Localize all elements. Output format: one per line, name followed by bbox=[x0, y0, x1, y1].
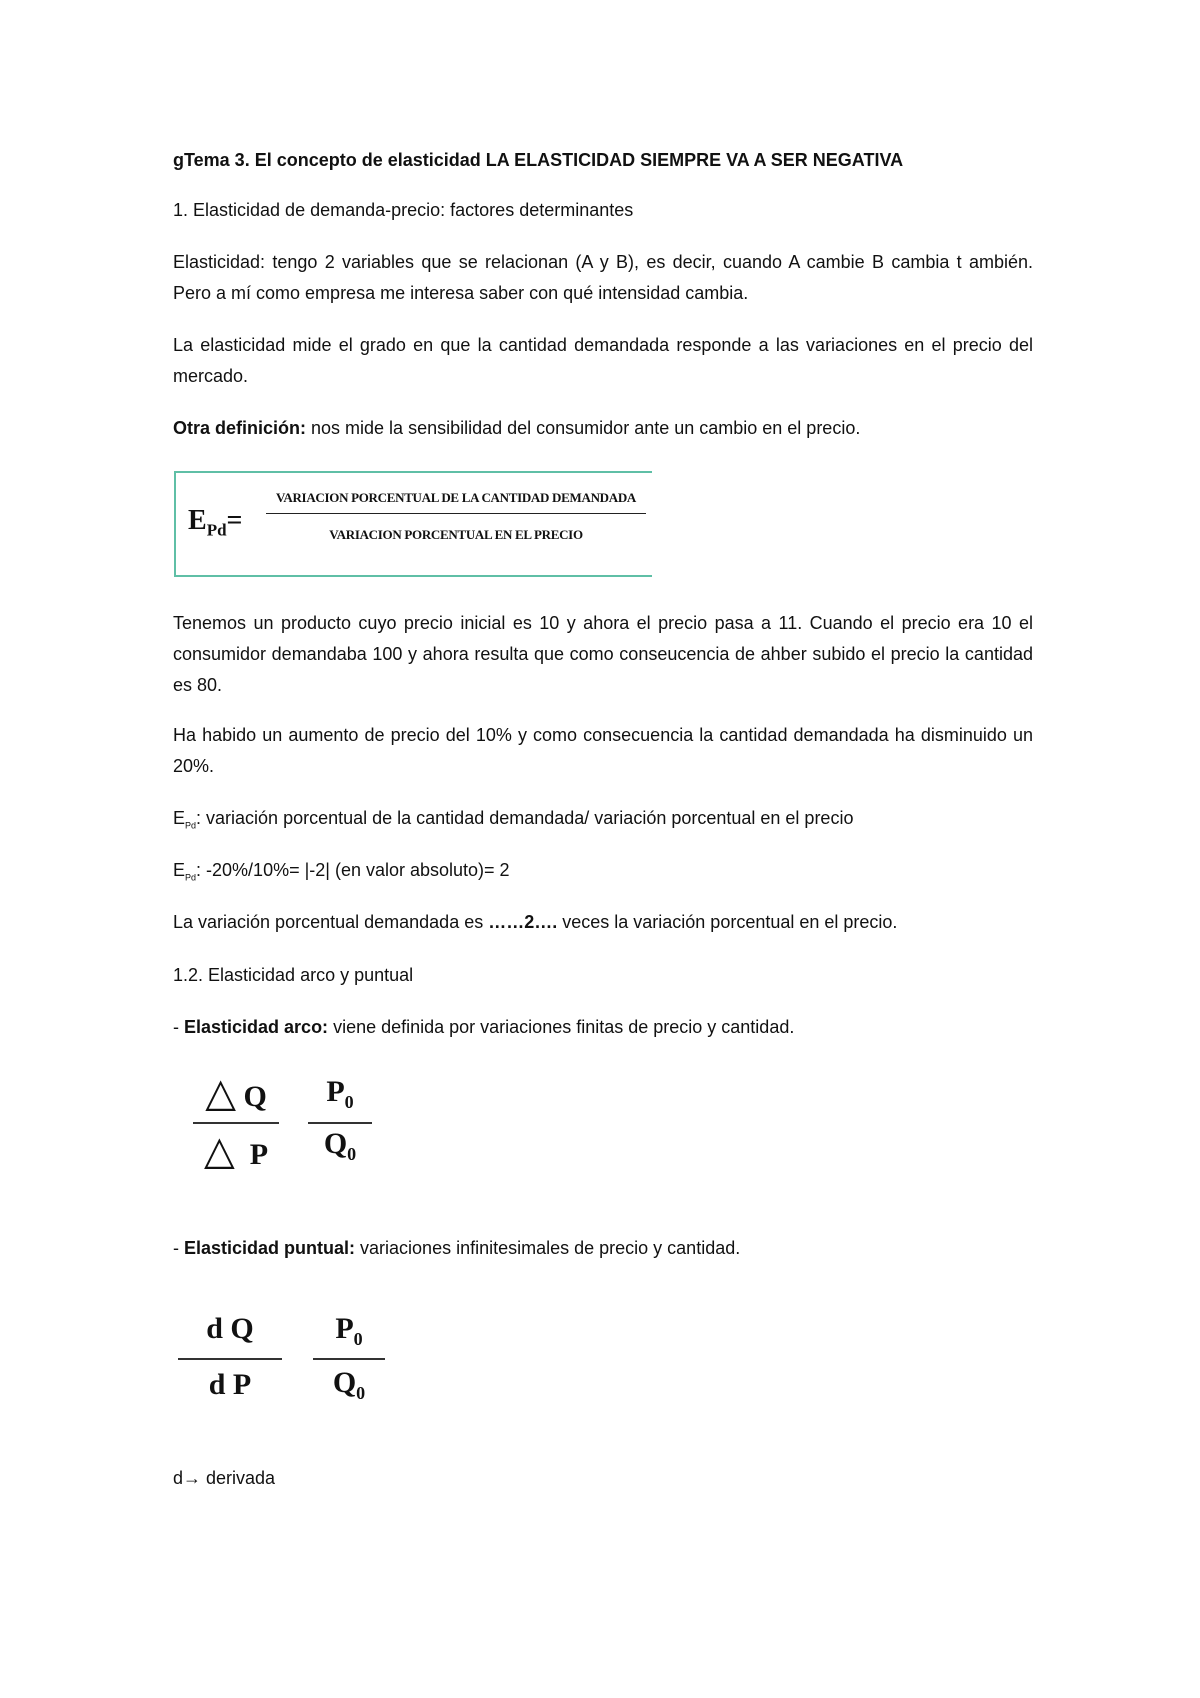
puntual-q0: $Q_0$ bbox=[332, 1366, 366, 1403]
document-title bbox=[173, 145, 1033, 176]
formula-lhs: $E_{Pd}=$ bbox=[188, 505, 243, 540]
arrow-right-icon: → bbox=[183, 1468, 202, 1488]
paragraph-mide: La elasticidad mide el grado en que la cantidad demandada responde a las variaciones en el precio del mercado. bbox=[173, 335, 1033, 386]
paragraph-ejemplo: Tenemos un producto cuyo precio inicial es 10 y ahora el precio pasa a 11. Cuando el precio era 10 el consumidor demandaba 100 y ahora resulta que como conseucencia de ahber subido el precio la cantidad es 80. bbox=[173, 613, 1033, 695]
arco-text: viene definida por variaciones finitas de precio y cantidad. bbox=[328, 1017, 795, 1037]
epd-calc-symbol: E bbox=[173, 860, 186, 880]
formula-fraction-bar bbox=[266, 513, 646, 514]
paragraph-otra-definicion bbox=[173, 413, 1033, 444]
derivada-text: derivada bbox=[201, 1468, 276, 1488]
arco-denominator: △ P bbox=[203, 1128, 269, 1174]
puntual-text: variaciones infinitesimales de precio y cantidad. bbox=[355, 1238, 741, 1258]
arco-label: Elasticidad arco: bbox=[184, 1017, 329, 1037]
section-heading-1-2: 1.2. Elasticidad arco y puntual bbox=[173, 965, 414, 985]
epd-definition-text: : variación porcentual de la cantidad demandada/ variación porcentual en el precio bbox=[196, 808, 854, 828]
paragraph-elasticidad: Elasticidad: tengo 2 variables que se relacionan (A y B), es decir, cuando A cambie B cambia t ambién. Pero a mí como empresa me interesa saber con qué intensidad cambia. bbox=[173, 252, 1033, 303]
epd-calc-subscript: Pd bbox=[185, 872, 197, 883]
arco-fraction-p0-q0 bbox=[308, 1075, 372, 1175]
puntual-p0-q0-bar bbox=[313, 1358, 385, 1360]
epd-calc-text: : -20%/10%= |-2| (en valor absoluto)= 2 bbox=[196, 860, 510, 880]
paragraph-epd-calculation bbox=[173, 855, 1033, 894]
arco-numerator: △ Q bbox=[205, 1070, 267, 1116]
epd-symbol: E bbox=[173, 808, 186, 828]
formula-denominator: VARIACION PORCENTUAL EN EL PRECIO bbox=[329, 527, 583, 542]
arco-dash: - bbox=[173, 1017, 184, 1037]
otra-definicion-text: nos mide la sensibilidad del consumidor ante un cambio en el precio. bbox=[306, 418, 861, 438]
arco-p0-q0-bar bbox=[308, 1122, 372, 1124]
derivada-d: d bbox=[173, 1468, 184, 1488]
arco-p0: $P_0$ bbox=[326, 1075, 354, 1112]
title-emphasis: LA ELASTICIDAD SIEMPRE VA A SER NEGATIVA bbox=[485, 150, 904, 170]
puntual-fraction-p0-q0 bbox=[313, 1312, 385, 1412]
title-prefix: gTema 3. El concepto de elasticidad bbox=[173, 150, 486, 170]
otra-definicion-label: Otra definición: bbox=[173, 418, 307, 438]
puntual-p0: $P_0$ bbox=[335, 1312, 363, 1349]
paragraph-elasticidad-puntual bbox=[173, 1233, 1033, 1264]
veces-before: La variación porcentual demandada es bbox=[173, 912, 489, 932]
paragraph-veces bbox=[173, 907, 1033, 938]
veces-value: ……2…. bbox=[488, 912, 558, 932]
formula-numerator: VARIACION PORCENTUAL DE LA CANTIDAD DEMANDADA bbox=[275, 490, 637, 505]
paragraph-derivada bbox=[173, 1463, 1033, 1494]
puntual-label: Elasticidad puntual: bbox=[184, 1238, 356, 1258]
arco-fraction-delta bbox=[193, 1070, 279, 1180]
paragraph-aumento: Ha habido un aumento de precio del 10% y como consecuencia la cantidad demandada ha disminuido un 20%. bbox=[173, 725, 1033, 776]
puntual-dq: d Q bbox=[206, 1312, 254, 1345]
delta-icon: △ bbox=[205, 1070, 236, 1116]
section-heading-1: 1. Elasticidad de demanda-precio: factores determinantes bbox=[173, 200, 634, 220]
puntual-fraction-bar bbox=[178, 1358, 282, 1360]
delta-icon: △ bbox=[203, 1128, 235, 1174]
epd-subscript: Pd bbox=[185, 820, 197, 831]
arco-q0: $Q_0$ bbox=[323, 1127, 357, 1164]
paragraph-elasticidad-arco bbox=[173, 1012, 1033, 1043]
paragraph-epd-definition bbox=[173, 803, 1033, 842]
veces-after: veces la variación porcentual en el precio. bbox=[557, 912, 898, 932]
arco-fraction-bar bbox=[193, 1122, 279, 1124]
puntual-dp: d P bbox=[208, 1368, 252, 1401]
puntual-fraction-dq-dp bbox=[178, 1312, 282, 1412]
elasticity-formula-box bbox=[174, 471, 652, 577]
puntual-dash: - bbox=[173, 1238, 184, 1258]
